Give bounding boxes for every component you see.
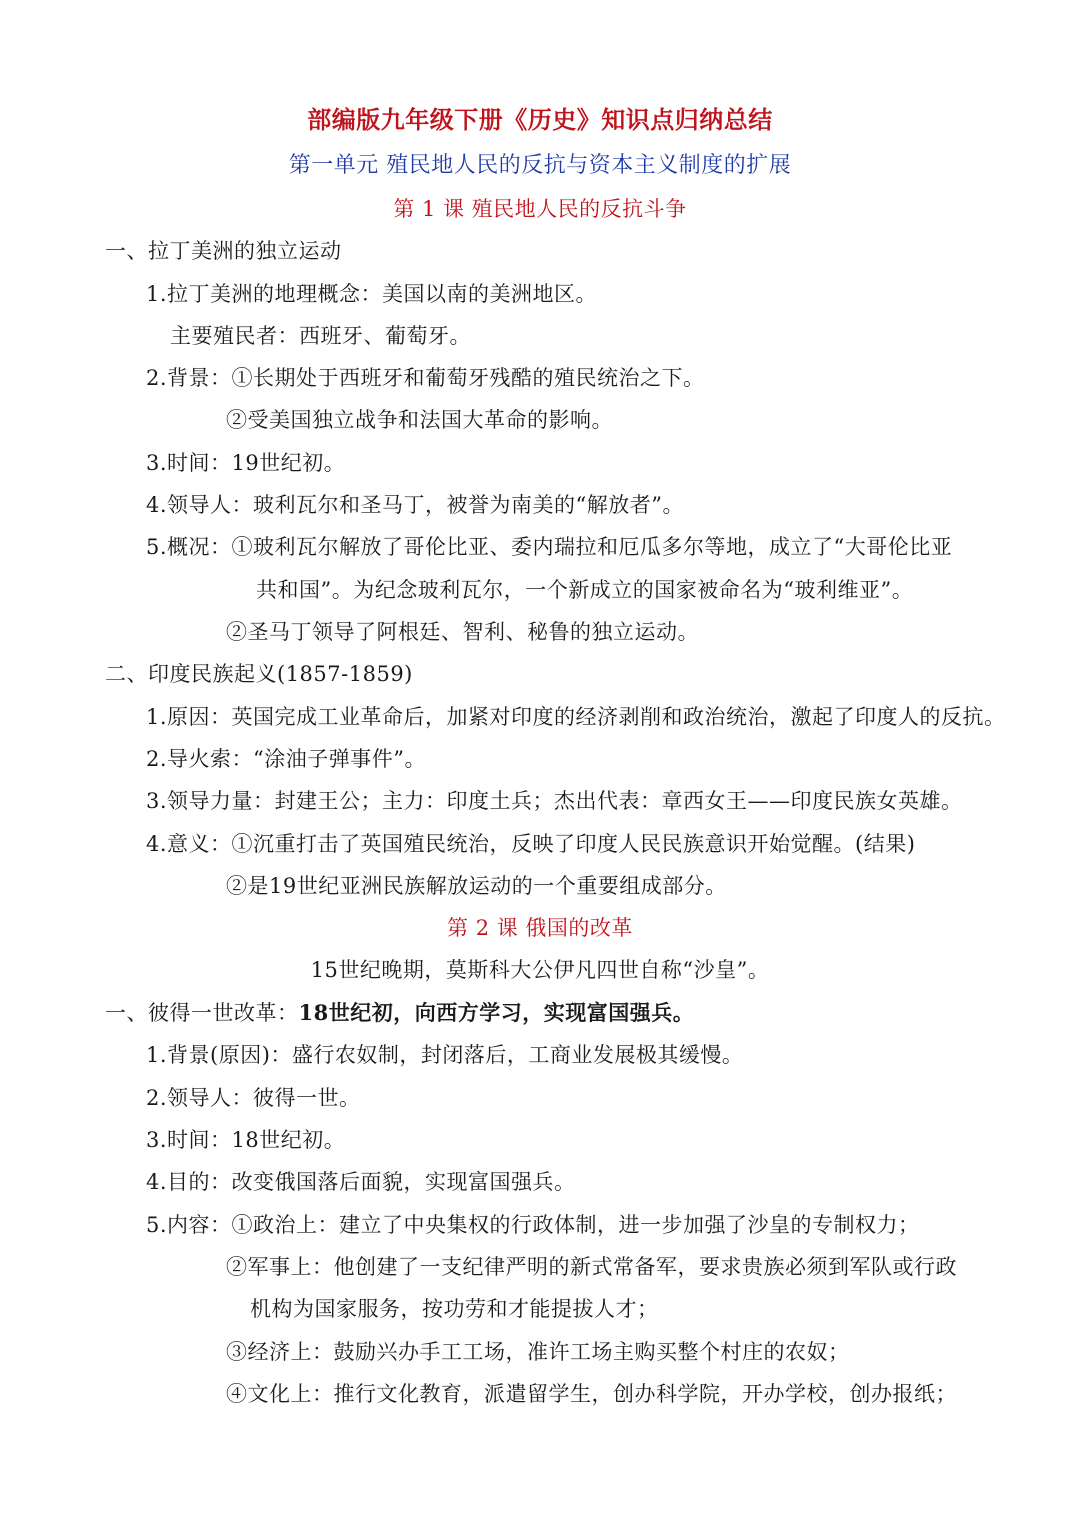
section-heading: 二、印度民族起义(1857-1859): [105, 662, 413, 686]
document-title: 部编版九年级下册《历史》知识点归纳总结: [307, 105, 773, 134]
paragraph: ②是19世纪亚洲民族解放运动的一个重要组成部分。: [226, 874, 727, 898]
paragraph: ④文化上：推行文化教育，派遣留学生，创办科学院，开办学校，创办报纸；: [226, 1382, 957, 1406]
paragraph: 5.概况：①玻利瓦尔解放了哥伦比亚、委内瑞拉和厄瓜多尔等地，成立了“大哥伦比亚: [146, 535, 953, 559]
paragraph: ②军事上：他创建了一支纪律严明的新式常备军，要求贵族必须到军队或行政: [226, 1255, 957, 1279]
lesson-intro: 15世纪晚期，莫斯科大公伊凡四世自称“沙皇”。: [310, 958, 770, 982]
paragraph: 4.目的：改变俄国落后面貌，实现富国强兵。: [146, 1170, 576, 1194]
lesson-2-title: 第 2 课 俄国的改革: [447, 916, 633, 940]
unit-title: 第一单元 殖民地人民的反抗与资本主义制度的扩展: [288, 153, 792, 178]
paragraph: 1.原因：英国完成工业革命后，加紧对印度的经济剥削和政治统治，激起了印度人的反抗。: [146, 705, 1006, 729]
paragraph: 5.内容：①政治上：建立了中央集权的行政体制，进一步加强了沙皇的专制权力；: [146, 1213, 920, 1237]
paragraph: 主要殖民者：西班牙、葡萄牙。: [170, 324, 471, 348]
heading-prefix: 一、彼得一世改革：: [105, 1001, 299, 1025]
paragraph: 3.领导力量：封建王公；主力：印度土兵；杰出代表：章西女王——印度民族女英雄。: [146, 789, 963, 813]
paragraph: 1.背景(原因)：盛行农奴制，封闭落后，工商业发展极其缓慢。: [146, 1043, 744, 1067]
section-heading: 一、拉丁美洲的独立运动: [105, 239, 342, 263]
paragraph: 4.意义：①沉重打击了英国殖民统治，反映了印度人民民族意识开始觉醒。(结果): [146, 832, 916, 856]
paragraph: 2.领导人：彼得一世。: [146, 1086, 361, 1110]
paragraph: 2.导火索：“涂油子弹事件”。: [146, 747, 427, 771]
paragraph: 共和国”。为纪念玻利瓦尔，一个新成立的国家被命名为“玻利维亚”。: [256, 578, 914, 602]
paragraph: ③经济上：鼓励兴办手工工场，准许工场主购买整个村庄的农奴；: [226, 1340, 850, 1364]
paragraph: 4.领导人：玻利瓦尔和圣马丁，被誉为南美的“解放者”。: [146, 493, 685, 517]
paragraph: ②受美国独立战争和法国大革命的影响。: [226, 408, 613, 432]
paragraph: 2.背景：①长期处于西班牙和葡萄牙残酷的殖民统治之下。: [146, 366, 705, 390]
lesson-1-title: 第 1 课 殖民地人民的反抗斗争: [393, 197, 687, 221]
paragraph: 1.拉丁美洲的地理概念：美国以南的美洲地区。: [146, 282, 598, 306]
heading-emphasis: 18世纪初，向西方学习，实现富国强兵。: [298, 1000, 695, 1025]
section-heading: [105, 998, 694, 1028]
paragraph: 3.时间：19世纪初。: [146, 451, 346, 475]
paragraph: ②圣马丁领导了阿根廷、智利、秘鲁的独立运动。: [226, 620, 699, 644]
paragraph: 机构为国家服务，按功劳和才能提拔人才；: [250, 1297, 659, 1321]
paragraph: 3.时间：18世纪初。: [146, 1128, 346, 1152]
